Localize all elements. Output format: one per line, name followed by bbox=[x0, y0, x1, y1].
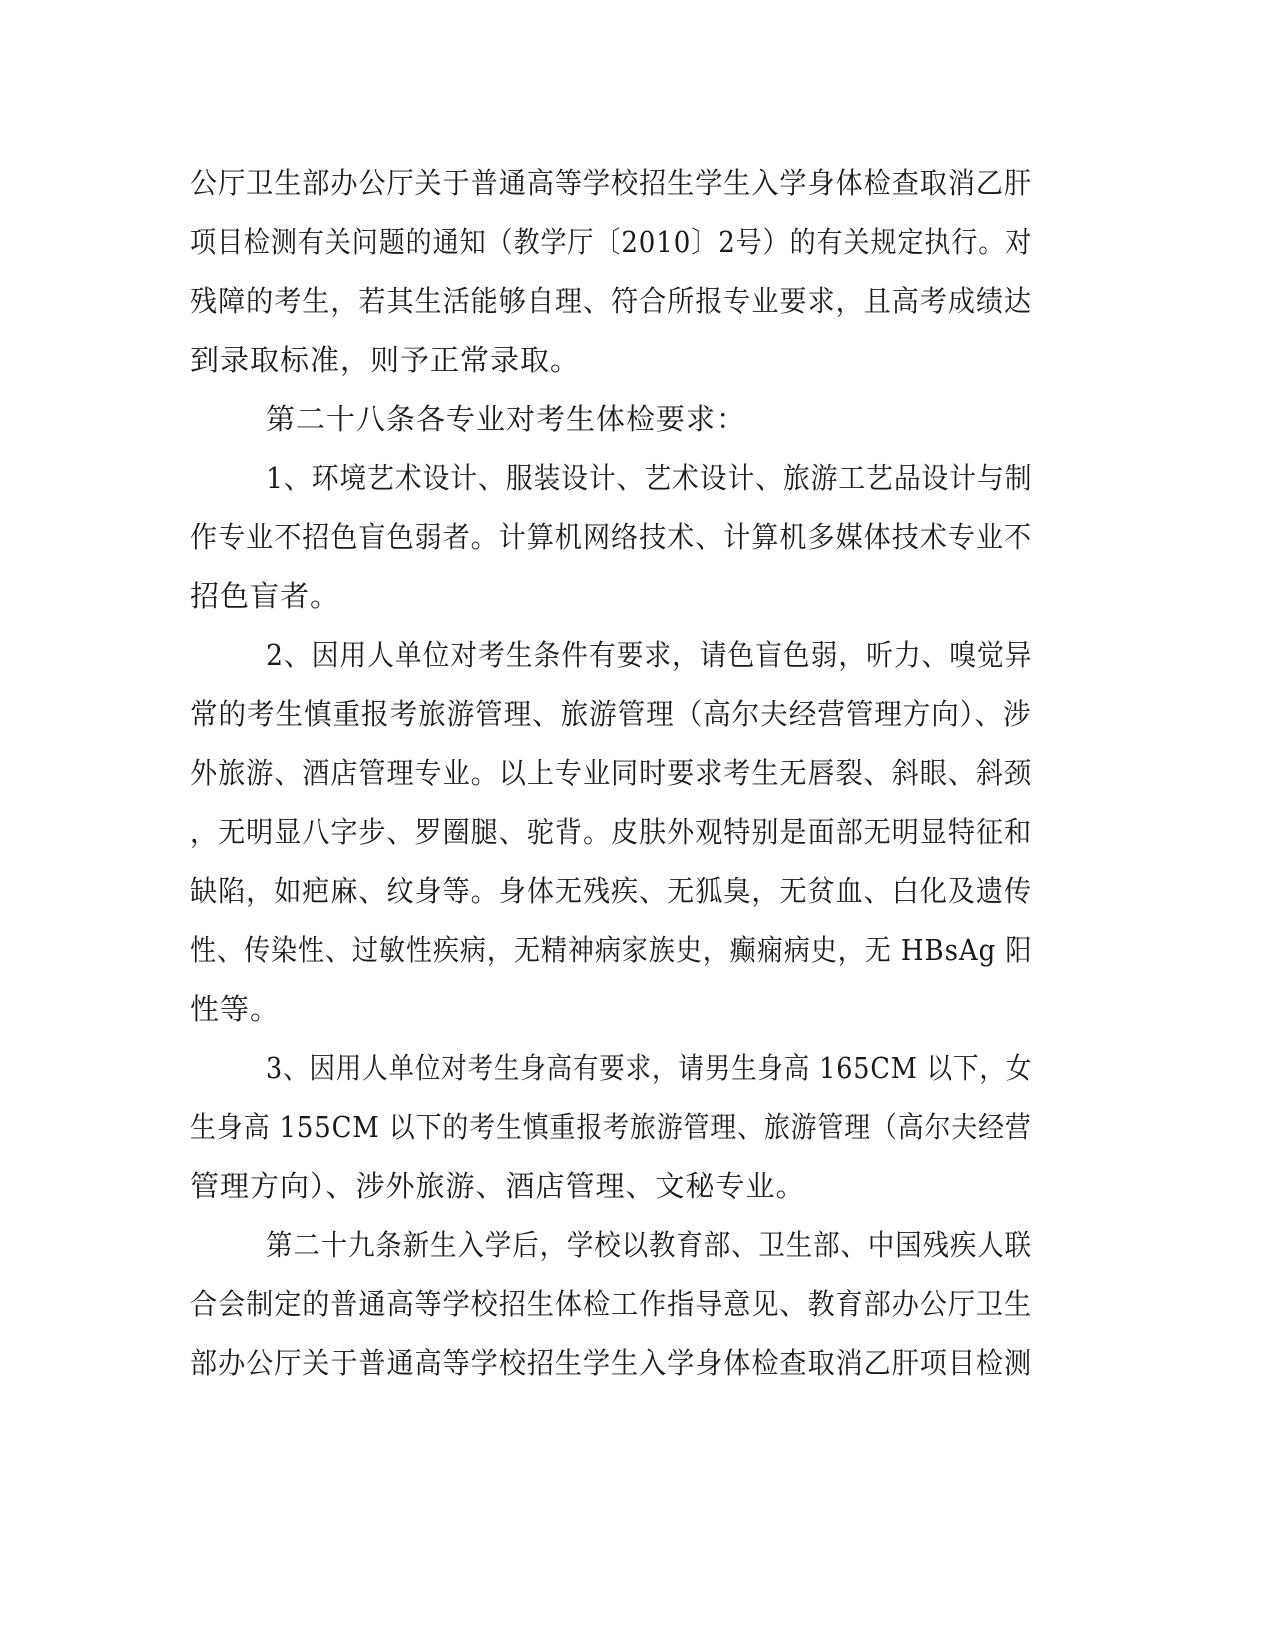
text-line: ，无明显八字步、罗圈腿、驼背。皮肤外观特别是面部无明显特征和 bbox=[190, 815, 1033, 849]
text-line: 常的考生慎重报考旅游管理、旅游管理（高尔夫经营管理方向）、涉 bbox=[190, 697, 1032, 731]
text-line: 项目检测有关问题的通知（教学厅〔2010〕2号）的有关规定执行。对 bbox=[190, 225, 1033, 259]
text-line: 缺陷，如疤麻、纹身等。身体无残疾、无狐臭，无贫血、白化及遗传 bbox=[190, 874, 1033, 908]
text-line: 性等。 bbox=[190, 992, 281, 1026]
section-heading-article-28: 第二十八条各专业对考生体检要求： bbox=[266, 402, 747, 436]
text-line: 残障的考生，若其生活能够自理、符合所报专业要求，且高考成绩达 bbox=[190, 284, 1033, 318]
text-line: 到录取标准，则予正常录取。 bbox=[190, 343, 581, 377]
text-line: 部办公厅关于普通高等学校招生学生入学身体检查取消乙肝项目检测 bbox=[190, 1346, 1033, 1380]
text-line: 招色盲者。 bbox=[190, 579, 341, 613]
text-line: 外旅游、酒店管理专业。以上专业同时要求考生无唇裂、斜眼、斜颈 bbox=[190, 756, 1033, 790]
text-line: 1、环境艺术设计、服装设计、艺术设计、旅游工艺品设计与制 bbox=[266, 461, 1033, 495]
text-line: 作专业不招色盲色弱者。计算机网络技术、计算机多媒体技术专业不 bbox=[190, 520, 1033, 554]
text-line: 生身高 155CM 以下的考生慎重报考旅游管理、旅游管理（高尔夫经营 bbox=[190, 1110, 1032, 1144]
text-line: 3、因用人单位对考生身高有要求，请男生身高 165CM 以下，女 bbox=[266, 1051, 1033, 1085]
text-line: 2、因用人单位对考生条件有要求，请色盲色弱，听力、嗅觉异 bbox=[266, 638, 1033, 672]
text-line: 性、传染性、过敏性疾病，无精神病家族史，癫痫病史，无 HBsAg 阳 bbox=[190, 933, 1033, 967]
text-line: 管理方向）、涉外旅游、酒店管理、文秘专业。 bbox=[190, 1169, 806, 1203]
text-line: 合会制定的普通高等学校招生体检工作指导意见、教育部办公厅卫生 bbox=[190, 1287, 1033, 1321]
section-heading-article-29: 第二十九条新生入学后，学校以教育部、卫生部、中国残疾人联 bbox=[266, 1228, 1033, 1262]
text-line: 公厅卫生部办公厅关于普通高等学校招生学生入学身体检查取消乙肝 bbox=[190, 166, 1033, 200]
